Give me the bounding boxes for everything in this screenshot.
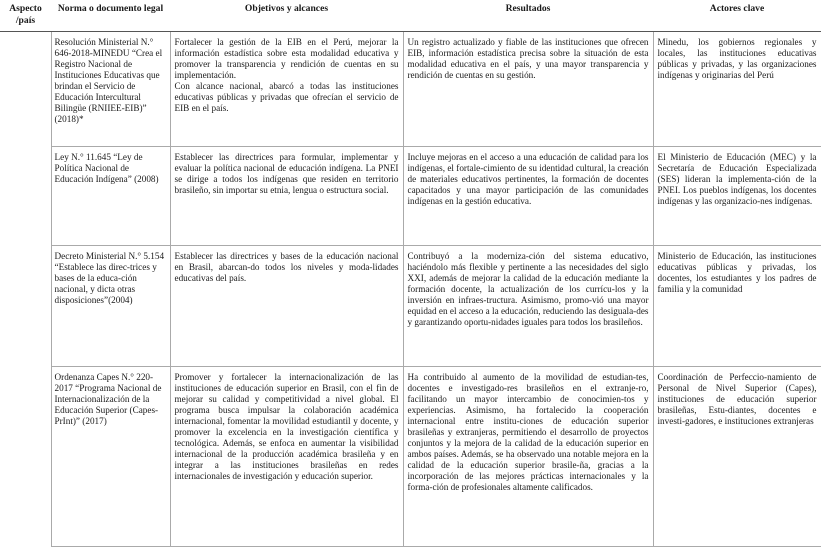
table-row [0, 367, 821, 547]
actores-cell: El Ministerio de Educación (MEC) y la Secretaría de Educación Especializada (SES) lideran la implementa-ción de la PNEI. Los pueblos indígenas, los docentes indígenas y las organizacio-nes indígenas. [653, 147, 821, 246]
header-norma: Norma o documento legal [51, 0, 170, 32]
aspect-cell [0, 367, 51, 547]
resultados-cell: Incluye mejoras en el acceso a una educación de calidad para los indígenas, el fortale-cimiento de su identidad cultural, la creación de materiales educativos pertinentes, la formación de docentes capacitados y una mayor participación de las comunidades indígenas en la gestión educativa. [403, 147, 653, 246]
aspect-cell [0, 32, 51, 147]
header-actores: Actores clave [653, 0, 821, 32]
resultados-cell: Ha contribuido al aumento de la movilidad de estudian-tes, docentes e investigado-res brasileños en el extranje-ro, facilitando un mayor intercambio de conocimien-tos y experiencias. Asimismo, ha fortalecido la cooperación internacional entre institu-ciones de educación superior brasileñas y extranjeras, permitiendo el desarrollo de proyectos conjuntos y la mejora de la calidad de la educación superior en ambos países. Además, se ha observado una notable mejora en la calidad de la educación superior brasile-ña, gracias a la incorporación de las mejores prácticas internacionales y la forma-ción de profesionales altamente calificados. [403, 367, 653, 547]
actores-cell: Minedu, los gobiernos regionales y locales, las instituciones educativas públicas y privadas, y las organizaciones indígenas y originarias del Perú [653, 32, 821, 147]
objetivos-cell: Establecer las directrices y bases de la educación nacional en Brasil, abarcan-do todos los niveles y moda-lidades educativas del país. [170, 246, 403, 367]
objetivos-text: Fortalecer la gestión de la EIB en el Perú, mejorar la información estadística sobre esta modalidad educativa y promover la transparencia y rendición de cuentas en su implementación. [174, 37, 399, 81]
objetivos-cell [170, 32, 403, 147]
aspect-cell [0, 147, 51, 246]
objetivos-cell: Establecer las directrices para formular, implementar y evaluar la política nacional de educación indígena. La PNEI se dirige a todos los indígenas que residen en territorio brasileño, sin importar su etnia, lengua o estructura social. [170, 147, 403, 246]
norma-cell: Decreto Ministerial N.° 5.154 “Establece las direc-trices y bases de la educa-ción nacional, y dicta otras disposiciones”(2004) [51, 246, 170, 367]
table-row [0, 147, 821, 246]
header-objetivos: Objetivos y alcances [170, 0, 403, 32]
table-row [0, 246, 821, 367]
objetivos-cell: Promover y fortalecer la internacionalización de las instituciones de educación superior en Brasil, con el fin de mejorar su calidad y competitividad a nivel global. El programa busca impulsar la colaboración académica internacional, fomentar la movilidad estudiantil y docente, y promover la excelencia en la investigación científica y tecnológica. Además, se enfoca en aumentar la visibilidad internacional de la producción académica brasileña y en integrar a las instituciones brasileñas en redes internacionales de investigación y educación superior. [170, 367, 403, 547]
resultados-cell: Un registro actualizado y fiable de las instituciones que ofrecen EIB, información estadística precisa sobre la situación de esta modalidad educativa en el país, y una mayor transparencia y rendición de cuentas en su gestión. [403, 32, 653, 147]
header-aspecto: Aspecto /país [0, 0, 51, 32]
header-resultados: Resultados [403, 0, 653, 32]
norma-cell: Ordenanza Capes N.° 220-2017 “Programa Nacional de Internacionalización de la Educación Superior (Capes-PrInt)” (2017) [51, 367, 170, 547]
objetivos-text-2: Con alcance nacional, abarcó a todas las instituciones educativas públicas y privadas que ofrecían el servicio de EIB en el país. [174, 81, 399, 114]
norma-cell: Resolución Ministerial N.° 646-2018-MINEDU “Crea el Registro Nacional de Instituciones Educativas que brindan el Servicio de Educación Intercultural Bilingüe (RNIIEE-EIB)” (2018)* [51, 32, 170, 147]
actores-cell: Ministerio de Educación, las instituciones educativas públicas y privadas, los docentes, los estudiantes y los padres de familia y la comunidad [653, 246, 821, 367]
table-row [0, 32, 821, 147]
aspect-cell [0, 246, 51, 367]
actores-cell: Coordinación de Perfeccio-namiento de Personal de Nivel Superior (Capes), instituciones de educación superior brasileñas, Estu-diantes, docentes e investi-gadores, e instituciones extranjeras [653, 367, 821, 547]
header-row [0, 0, 821, 32]
resultados-cell: Contribuyó a la moderniza-ción del sistema educativo, haciéndolo más flexible y pertinente a las necesidades del siglo XXI, además de mejorar la calidad de la educación mediante la formación docente, la actualización de los currícu-los y la inversión en infraes-tructura. Asimismo, promo-vió una mayor equidad en el acceso a la educación, reduciendo las desiguala-des y garantizando oportu-nidades iguales para todos los brasileños. [403, 246, 653, 367]
norma-cell: Ley N.° 11.645 “Ley de Política Nacional de Educación Indígena” (2008) [51, 147, 170, 246]
